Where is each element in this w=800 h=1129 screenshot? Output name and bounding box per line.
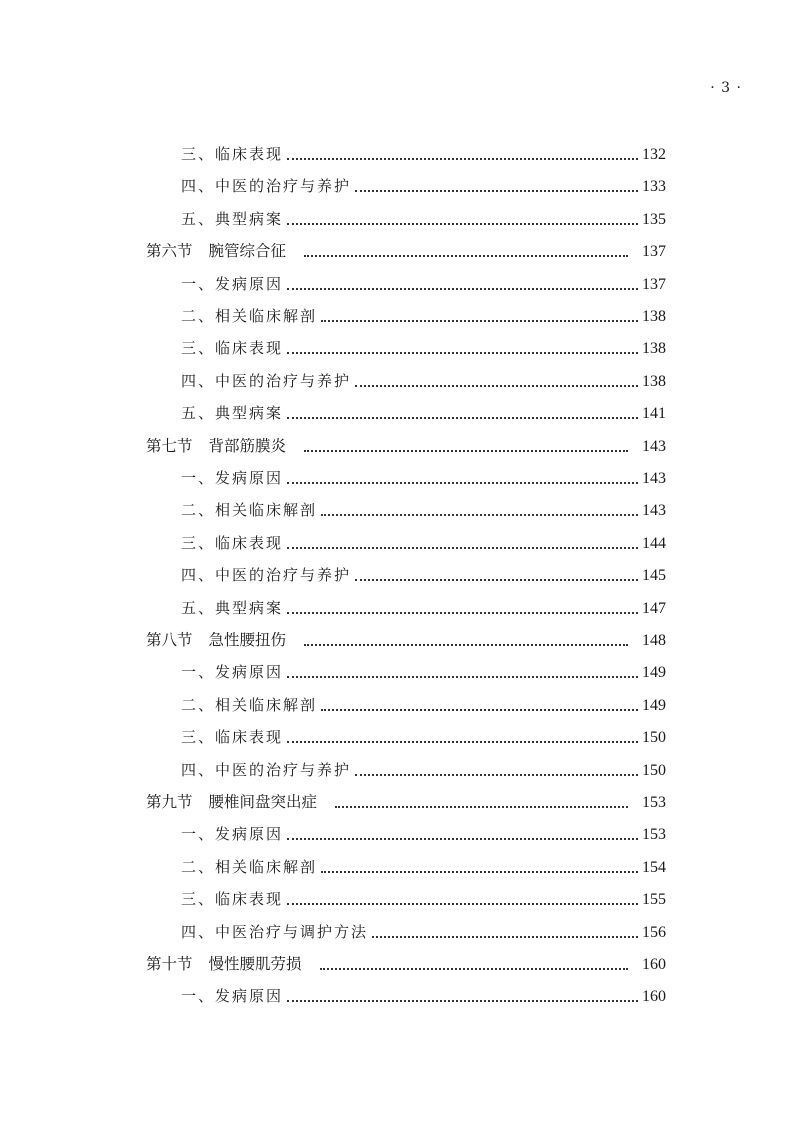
dot-leader (321, 514, 638, 516)
toc-subsection-entry[interactable] (181, 849, 666, 877)
subsection-title: 四、中医的治疗与养护 (181, 566, 352, 585)
section-number: 第八节 (146, 631, 193, 649)
toc-section-entry[interactable] (146, 233, 666, 261)
section-title (146, 434, 286, 456)
section-title (146, 239, 286, 261)
page-ref: 160 (642, 988, 666, 1006)
toc-subsection-entry[interactable] (181, 460, 666, 488)
subsection-title: 二、相关临床解剖 (181, 857, 318, 876)
section-number: 第九节 (146, 793, 193, 811)
toc-subsection-entry[interactable] (181, 298, 666, 326)
dot-leader (287, 612, 638, 614)
subsection-title: 四、中医治疗与调护方法 (181, 922, 369, 941)
section-number: 第十节 (146, 955, 193, 973)
subsection-title: 一、发病原因 (181, 469, 284, 487)
toc-section-entry[interactable] (146, 622, 666, 650)
subsection-title: 三、临床表现 (181, 145, 284, 163)
section-title (146, 628, 286, 650)
section-name: 背部筋膜炎 (208, 436, 287, 455)
page-ref: 160 (642, 956, 666, 973)
page-ref: 147 (642, 599, 666, 617)
dot-leader (321, 871, 638, 873)
dot-leader (304, 450, 628, 452)
section-title (146, 790, 317, 812)
subsection-title: 二、相关临床解剖 (181, 307, 318, 325)
page-ref: 153 (642, 794, 666, 811)
dot-leader (287, 482, 638, 484)
toc-section-entry[interactable] (146, 784, 666, 812)
toc-subsection-entry[interactable] (181, 330, 666, 358)
page-ref: 153 (642, 826, 666, 844)
subsection-title: 三、临床表现 (181, 728, 284, 747)
toc-section-entry[interactable] (146, 428, 666, 456)
subsection-title: 一、发病原因 (181, 987, 284, 1006)
subsection-title: 五、典型病案 (181, 209, 284, 228)
page-ref: 133 (642, 178, 666, 196)
dot-leader (287, 288, 638, 290)
toc-subsection-entry[interactable] (181, 590, 666, 618)
toc-subsection-entry[interactable] (181, 978, 666, 1006)
subsection-title: 一、发病原因 (181, 663, 284, 682)
page-ref: 135 (642, 210, 666, 228)
section-number: 第六节 (146, 242, 193, 261)
dot-leader (355, 774, 638, 776)
page-number: · 3 · (710, 80, 742, 96)
page-ref: 145 (642, 567, 666, 585)
subsection-title: 二、相关临床解剖 (181, 695, 318, 714)
subsection-title: 四、中医的治疗与养护 (181, 371, 352, 390)
page-ref: 143 (642, 470, 666, 487)
dot-leader (304, 644, 628, 646)
dot-leader (304, 255, 628, 257)
toc-subsection-entry[interactable] (181, 816, 666, 844)
page-ref: 137 (642, 275, 666, 293)
page-ref: 138 (642, 308, 666, 325)
section-title (146, 952, 302, 974)
dot-leader (287, 741, 638, 743)
toc-subsection-entry[interactable] (181, 654, 666, 682)
subsection-title: 四、中医的治疗与养护 (181, 177, 352, 196)
dot-leader (287, 1000, 638, 1002)
toc-subsection-entry[interactable] (181, 266, 666, 294)
toc-subsection-entry[interactable] (181, 201, 666, 229)
page-ref: 138 (642, 340, 666, 358)
page-ref: 150 (642, 761, 666, 779)
toc-subsection-entry[interactable] (181, 525, 666, 553)
toc-subsection-entry[interactable] (181, 914, 666, 942)
dot-leader (355, 385, 638, 387)
dot-leader (321, 709, 638, 711)
page-ref: 149 (642, 696, 666, 714)
dot-leader (335, 806, 628, 808)
dot-leader (287, 223, 638, 225)
toc-subsection-entry[interactable] (181, 363, 666, 391)
dot-leader (287, 676, 638, 678)
dot-leader (355, 190, 638, 192)
subsection-title: 三、临床表现 (181, 890, 284, 909)
toc-subsection-entry[interactable] (181, 881, 666, 909)
subsection-title: 三、临床表现 (181, 533, 284, 552)
dot-leader (287, 903, 638, 905)
toc-subsection-entry[interactable] (181, 492, 666, 520)
subsection-title: 五、典型病案 (181, 404, 284, 423)
page-ref: 132 (642, 146, 666, 163)
dot-leader (287, 417, 638, 419)
toc-subsection-entry[interactable] (181, 136, 666, 164)
page-ref: 143 (642, 502, 666, 520)
section-name: 急性腰扭伤 (208, 631, 287, 649)
dot-leader (372, 936, 638, 938)
dot-leader (320, 968, 628, 970)
toc-subsection-entry[interactable] (181, 687, 666, 715)
page-ref: 138 (642, 372, 666, 390)
section-name: 腕管综合征 (208, 242, 287, 261)
dot-leader (287, 158, 638, 160)
page-ref: 148 (642, 632, 666, 649)
page-ref: 150 (642, 729, 666, 747)
subsection-title: 一、发病原因 (181, 825, 284, 844)
toc-section-entry[interactable] (146, 946, 666, 974)
subsection-title: 一、发病原因 (181, 274, 284, 293)
toc-subsection-entry[interactable] (181, 557, 666, 585)
page-ref: 143 (642, 437, 666, 455)
subsection-title: 三、临床表现 (181, 339, 284, 358)
toc-subsection-entry[interactable] (181, 168, 666, 196)
page-ref: 155 (642, 891, 666, 909)
page-ref: 137 (642, 243, 666, 261)
dot-leader (287, 838, 638, 840)
section-name: 慢性腰肌劳损 (208, 955, 302, 973)
page-ref: 156 (642, 923, 666, 941)
toc-subsection-entry[interactable] (181, 719, 666, 747)
dot-leader (287, 547, 638, 549)
subsection-title: 四、中医的治疗与养护 (181, 760, 352, 779)
page-ref: 154 (642, 858, 666, 876)
toc-subsection-entry[interactable] (181, 395, 666, 423)
toc-subsection-entry[interactable] (181, 752, 666, 780)
section-name: 腰椎间盘突出症 (208, 793, 318, 811)
page-ref: 141 (642, 405, 666, 423)
subsection-title: 二、相关临床解剖 (181, 501, 318, 520)
dot-leader (321, 320, 638, 322)
section-number: 第七节 (146, 436, 193, 455)
dot-leader (355, 579, 638, 581)
dot-leader (287, 352, 638, 354)
page-ref: 144 (642, 534, 666, 552)
page-ref: 149 (642, 664, 666, 682)
subsection-title: 五、典型病案 (181, 598, 284, 617)
